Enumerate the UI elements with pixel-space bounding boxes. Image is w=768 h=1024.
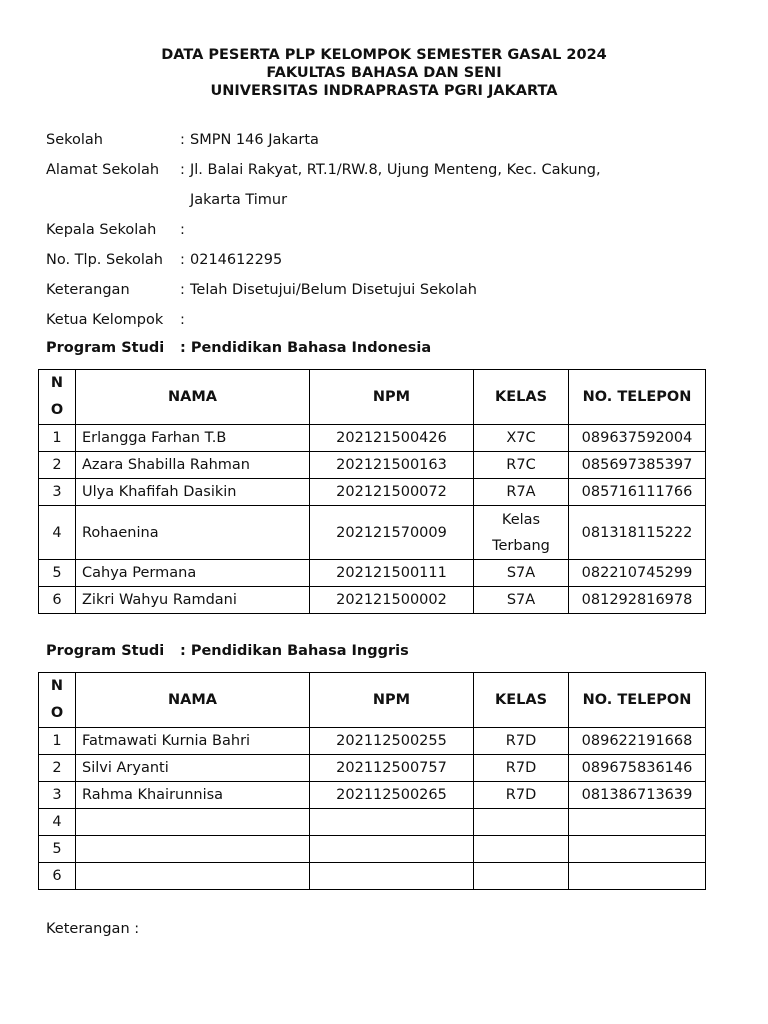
cell-kelas: R7D	[474, 782, 569, 809]
table-row	[39, 425, 706, 452]
school-info	[46, 131, 736, 341]
cell-nama: Fatmawati Kurnia Bahri	[76, 728, 310, 755]
table-row	[39, 452, 706, 479]
info-row-telp	[46, 251, 736, 281]
cell-telepon	[569, 809, 706, 836]
kepala-value	[190, 221, 736, 251]
cell-no: 6	[39, 863, 76, 890]
keterangan-value: Telah Disetujui/Belum Disetujui Sekolah	[190, 282, 477, 298]
cell-nama: Rahma Khairunnisa	[76, 782, 310, 809]
table-row	[39, 782, 706, 809]
cell-npm: 202112500265	[310, 782, 474, 809]
table-row	[39, 587, 706, 614]
cell-npm: 202121500426	[310, 425, 474, 452]
colon: :	[180, 222, 185, 238]
program-studi-2	[46, 643, 409, 659]
cell-npm	[310, 809, 474, 836]
colon: :	[180, 162, 185, 178]
cell-telepon: 081386713639	[569, 782, 706, 809]
cell-no: 6	[39, 587, 76, 614]
cell-telepon: 089622191668	[569, 728, 706, 755]
info-row-sekolah	[46, 131, 736, 161]
cell-kelas	[474, 506, 569, 560]
cell-nama: Ulya Khafifah Dasikin	[76, 479, 310, 506]
cell-no: 2	[39, 452, 76, 479]
table-row	[39, 755, 706, 782]
cell-no: 4	[39, 506, 76, 560]
cell-no: 2	[39, 755, 76, 782]
title-line-1: DATA PESERTA PLP KELOMPOK SEMESTER GASAL 2024	[161, 47, 607, 63]
col-telepon-header: NO. TELEPON	[569, 370, 706, 425]
cell-npm: 202112500757	[310, 755, 474, 782]
program-studi-value: : Pendidikan Bahasa Indonesia	[180, 340, 432, 356]
cell-no: 3	[39, 479, 76, 506]
alamat-value-continued: Jakarta Timur	[190, 192, 288, 208]
cell-nama	[76, 863, 310, 890]
cell-telepon: 085697385397	[569, 452, 706, 479]
cell-telepon: 081318115222	[569, 506, 706, 560]
ketua-label: Ketua Kelompok	[46, 312, 164, 328]
table-header-row	[39, 370, 706, 425]
document-title	[0, 46, 768, 100]
keterangan-label: Keterangan	[46, 282, 130, 298]
table-row	[39, 809, 706, 836]
col-no-header-line2: O	[50, 705, 64, 721]
cell-telepon: 085716111766	[569, 479, 706, 506]
table-row	[39, 479, 706, 506]
cell-npm: 202121500163	[310, 452, 474, 479]
col-telepon-header: NO. TELEPON	[569, 673, 706, 728]
colon: :	[180, 252, 185, 268]
col-npm-header: NPM	[310, 370, 474, 425]
cell-telepon	[569, 836, 706, 863]
participants-table-1	[38, 369, 706, 614]
cell-no: 5	[39, 560, 76, 587]
cell-nama: Zikri Wahyu Ramdani	[76, 587, 310, 614]
cell-no: 3	[39, 782, 76, 809]
cell-kelas	[474, 809, 569, 836]
alamat-value: Jl. Balai Rakyat, RT.1/RW.8, Ujung Menteng, Kec. Cakung,	[190, 162, 601, 178]
col-no-header-line1: N	[50, 678, 64, 694]
cell-kelas: R7C	[474, 452, 569, 479]
cell-npm: 202121500002	[310, 587, 474, 614]
col-no-header	[39, 370, 76, 425]
table-header-row	[39, 673, 706, 728]
footer-keterangan: Keterangan :	[46, 921, 140, 937]
col-no-header-line1: N	[50, 375, 64, 391]
ketua-value	[190, 311, 736, 341]
info-row-kepala	[46, 221, 736, 251]
cell-no: 1	[39, 425, 76, 452]
program-studi-value: : Pendidikan Bahasa Inggris	[180, 643, 409, 659]
cell-kelas: S7A	[474, 587, 569, 614]
cell-telepon	[569, 863, 706, 890]
cell-kelas-line1: Kelas	[501, 511, 541, 528]
cell-telepon: 081292816978	[569, 587, 706, 614]
colon: :	[180, 132, 185, 148]
cell-kelas-line2: Terbang	[492, 537, 550, 554]
cell-kelas: X7C	[474, 425, 569, 452]
cell-nama: Rohaenina	[76, 506, 310, 560]
cell-npm	[310, 836, 474, 863]
title-line-3: UNIVERSITAS INDRAPRASTA PGRI JAKARTA	[210, 83, 558, 99]
telp-value: 0214612295	[190, 252, 283, 268]
table-row	[39, 506, 706, 560]
cell-nama	[76, 809, 310, 836]
cell-npm: 202121570009	[310, 506, 474, 560]
col-kelas-header: KELAS	[474, 673, 569, 728]
cell-nama	[76, 836, 310, 863]
col-kelas-header: KELAS	[474, 370, 569, 425]
cell-kelas: R7D	[474, 728, 569, 755]
cell-kelas	[474, 836, 569, 863]
col-nama-header: NAMA	[76, 370, 310, 425]
cell-kelas	[474, 863, 569, 890]
cell-telepon: 082210745299	[569, 560, 706, 587]
cell-kelas: R7D	[474, 755, 569, 782]
table-row	[39, 863, 706, 890]
cell-npm: 202121500111	[310, 560, 474, 587]
table-row	[39, 836, 706, 863]
program-studi-1	[46, 340, 431, 356]
cell-npm	[310, 863, 474, 890]
col-nama-header: NAMA	[76, 673, 310, 728]
alamat-label: Alamat Sekolah	[46, 162, 160, 178]
cell-kelas: R7A	[474, 479, 569, 506]
cell-telepon: 089637592004	[569, 425, 706, 452]
cell-npm: 202121500072	[310, 479, 474, 506]
program-studi-label: Program Studi	[46, 340, 165, 356]
col-no-header-line2: O	[50, 402, 64, 418]
cell-nama: Silvi Aryanti	[76, 755, 310, 782]
table-row	[39, 728, 706, 755]
cell-nama: Azara Shabilla Rahman	[76, 452, 310, 479]
sekolah-label: Sekolah	[46, 132, 103, 148]
cell-no: 4	[39, 809, 76, 836]
cell-no: 1	[39, 728, 76, 755]
participants-table-2	[38, 672, 706, 890]
cell-kelas: S7A	[474, 560, 569, 587]
colon: :	[180, 282, 185, 298]
col-no-header	[39, 673, 76, 728]
table-row	[39, 560, 706, 587]
sekolah-value: SMPN 146 Jakarta	[190, 132, 319, 148]
title-line-2: FAKULTAS BAHASA DAN SENI	[266, 65, 502, 81]
kepala-label: Kepala Sekolah	[46, 222, 157, 238]
colon: :	[180, 312, 185, 328]
info-row-keterangan	[46, 281, 736, 311]
cell-nama: Cahya Permana	[76, 560, 310, 587]
info-row-alamat	[46, 161, 736, 191]
cell-no: 5	[39, 836, 76, 863]
telp-label: No. Tlp. Sekolah	[46, 252, 163, 268]
info-row-ketua	[46, 311, 736, 341]
cell-telepon: 089675836146	[569, 755, 706, 782]
col-npm-header: NPM	[310, 673, 474, 728]
cell-nama: Erlangga Farhan T.B	[76, 425, 310, 452]
cell-npm: 202112500255	[310, 728, 474, 755]
program-studi-label: Program Studi	[46, 643, 165, 659]
